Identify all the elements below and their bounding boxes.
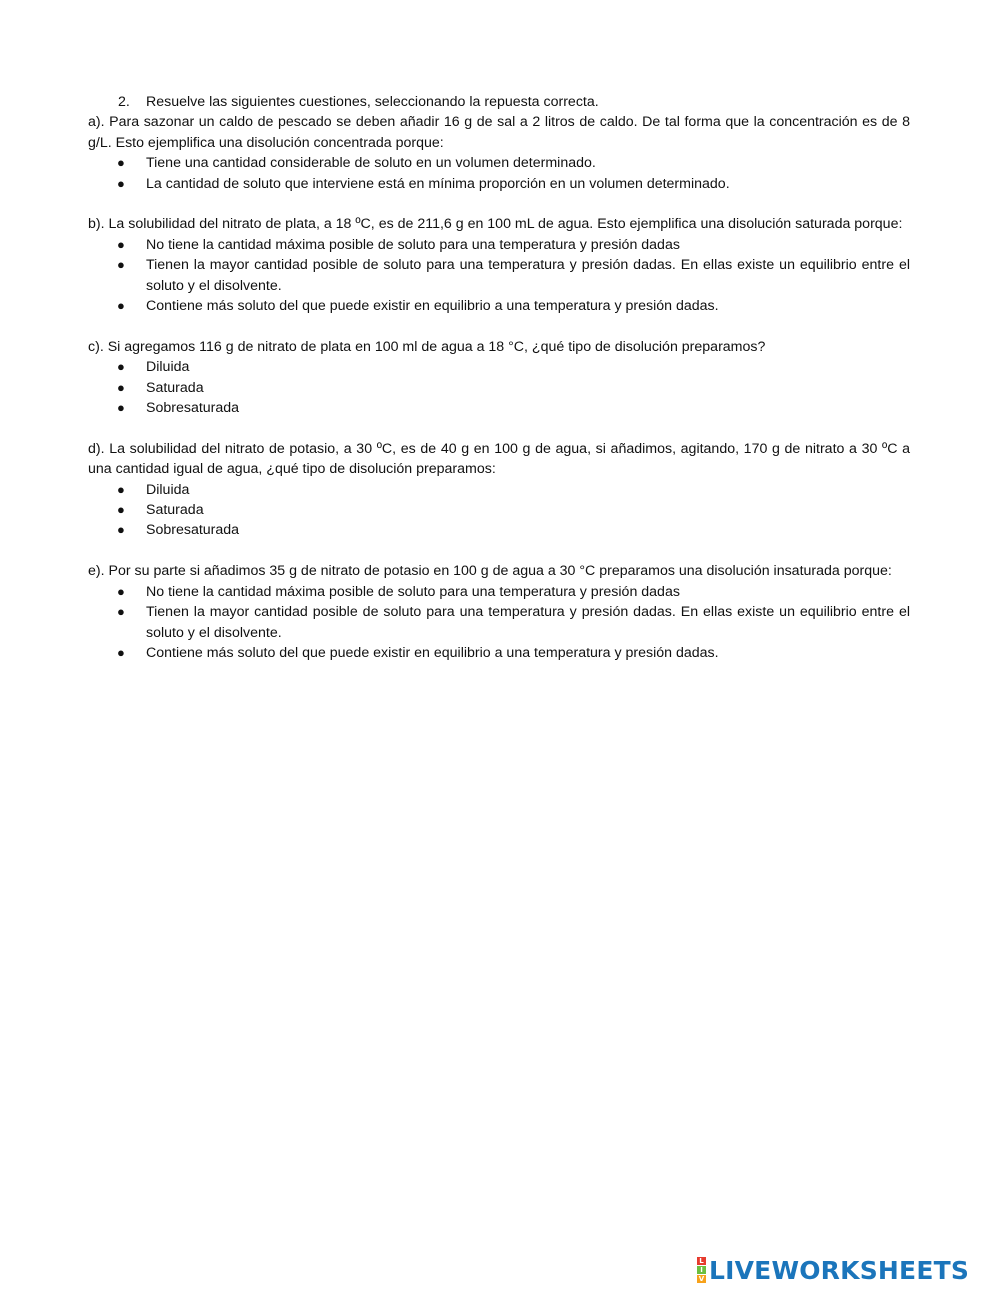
- section-heading: [118, 92, 910, 112]
- logo-icon-letter-v: V: [698, 1275, 705, 1283]
- question-d: [88, 439, 910, 541]
- logo-icon-letter-i: I: [697, 1266, 706, 1274]
- liveworksheets-logo-icon: [697, 1257, 706, 1283]
- option-label: Tiene una cantidad considerable de soluto en un volumen determinado.: [146, 155, 596, 172]
- liveworksheets-logo: [697, 1256, 969, 1284]
- option-item[interactable]: [88, 520, 910, 540]
- bullet-icon: ●: [117, 236, 125, 252]
- bullet-icon: ●: [117, 257, 125, 273]
- bullet-icon: ●: [117, 583, 125, 599]
- option-label: Diluida: [146, 359, 190, 376]
- bullet-icon: ●: [117, 359, 125, 375]
- bullet-icon: ●: [117, 481, 125, 497]
- bullet-icon: ●: [117, 298, 125, 314]
- option-list: [88, 582, 910, 664]
- logo-icon-letter-l: L: [697, 1257, 706, 1265]
- option-item[interactable]: [88, 378, 910, 398]
- option-item[interactable]: [88, 235, 910, 255]
- bullet-icon: ●: [117, 379, 125, 395]
- option-item[interactable]: [88, 643, 910, 663]
- option-label: La cantidad de soluto que interviene está en mínima proporción en un volumen determinado.: [146, 175, 730, 192]
- bullet-icon: ●: [117, 644, 125, 660]
- option-label: No tiene la cantidad máxima posible de soluto para una temperatura y presión dadas: [146, 236, 680, 253]
- option-label: Contiene más soluto del que puede existir en equilibrio a una temperatura y presión dadas.: [146, 644, 719, 661]
- option-item[interactable]: [88, 153, 910, 173]
- option-item[interactable]: [88, 255, 910, 296]
- logo-text: LIVEWORKSHEETS: [709, 1255, 970, 1285]
- option-list: [88, 153, 910, 194]
- option-label: Tienen la mayor cantidad posible de soluto para una temperatura y presión dadas. En ellas existe un equilibrio entre el soluto y el disolvente.: [146, 257, 910, 294]
- bullet-icon: ●: [117, 155, 125, 171]
- bullet-icon: ●: [117, 400, 125, 416]
- question-prompt: d). La solubilidad del nitrato de potasio, a 30 ºC, es de 40 g en 100 g de agua, si añadimos, agitando, 170 g de nitrato a 30 ºC a una cantidad igual de agua, ¿qué tipo de disolución preparamos:: [88, 440, 910, 478]
- bullet-icon: ●: [117, 522, 125, 538]
- option-label: Sobresaturada: [146, 522, 240, 539]
- option-item[interactable]: [88, 296, 910, 316]
- option-list: [88, 235, 910, 317]
- option-label: Contiene más soluto del que puede existir en equilibrio a una temperatura y presión dadas.: [146, 298, 719, 315]
- option-label: Saturada: [146, 502, 204, 519]
- question-prompt: e). Por su parte si añadimos 35 g de nitrato de potasio en 100 g de agua a 30 °C preparamos una disolución insaturada porque:: [88, 563, 892, 580]
- option-item[interactable]: [88, 582, 910, 602]
- option-item[interactable]: [88, 500, 910, 520]
- option-item[interactable]: [88, 357, 910, 377]
- option-label: Saturada: [146, 379, 204, 396]
- option-list: [88, 480, 910, 541]
- option-item[interactable]: [88, 174, 910, 194]
- option-label: Diluida: [146, 481, 190, 498]
- heading-number: 2.: [118, 94, 130, 110]
- option-label: No tiene la cantidad máxima posible de soluto para una temperatura y presión dadas: [146, 583, 680, 600]
- question-e: [88, 561, 910, 663]
- question-a: [88, 112, 910, 194]
- question-b: [88, 214, 910, 316]
- option-label: Sobresaturada: [146, 400, 240, 417]
- question-prompt: c). Si agregamos 116 g de nitrato de plata en 100 ml de agua a 18 °C, ¿qué tipo de disolución preparamos?: [88, 338, 766, 355]
- bullet-icon: ●: [117, 604, 125, 620]
- option-item[interactable]: [88, 602, 910, 643]
- option-item[interactable]: [88, 398, 910, 418]
- heading-text: Resuelve las siguientes cuestiones, seleccionando la repuesta correcta.: [146, 94, 599, 110]
- question-prompt: a). Para sazonar un caldo de pescado se deben añadir 16 g de sal a 2 litros de caldo. De tal forma que la concentración es de 8 g/L. Esto ejemplifica una disolución concentrada porque:: [88, 114, 910, 151]
- option-label: Tienen la mayor cantidad posible de soluto para una temperatura y presión dadas. En ellas existe un equilibrio entre el soluto y el disolvente.: [146, 604, 910, 641]
- question-c: [88, 337, 910, 419]
- worksheet-page: [88, 92, 910, 663]
- option-list: [88, 357, 910, 418]
- bullet-icon: ●: [117, 502, 125, 518]
- bullet-icon: ●: [117, 175, 125, 191]
- option-item[interactable]: [88, 480, 910, 500]
- question-prompt: b). La solubilidad del nitrato de plata, a 18 ºC, es de 211,6 g en 100 mL de agua. Esto ejemplifica una disolución saturada porque:: [88, 216, 903, 233]
